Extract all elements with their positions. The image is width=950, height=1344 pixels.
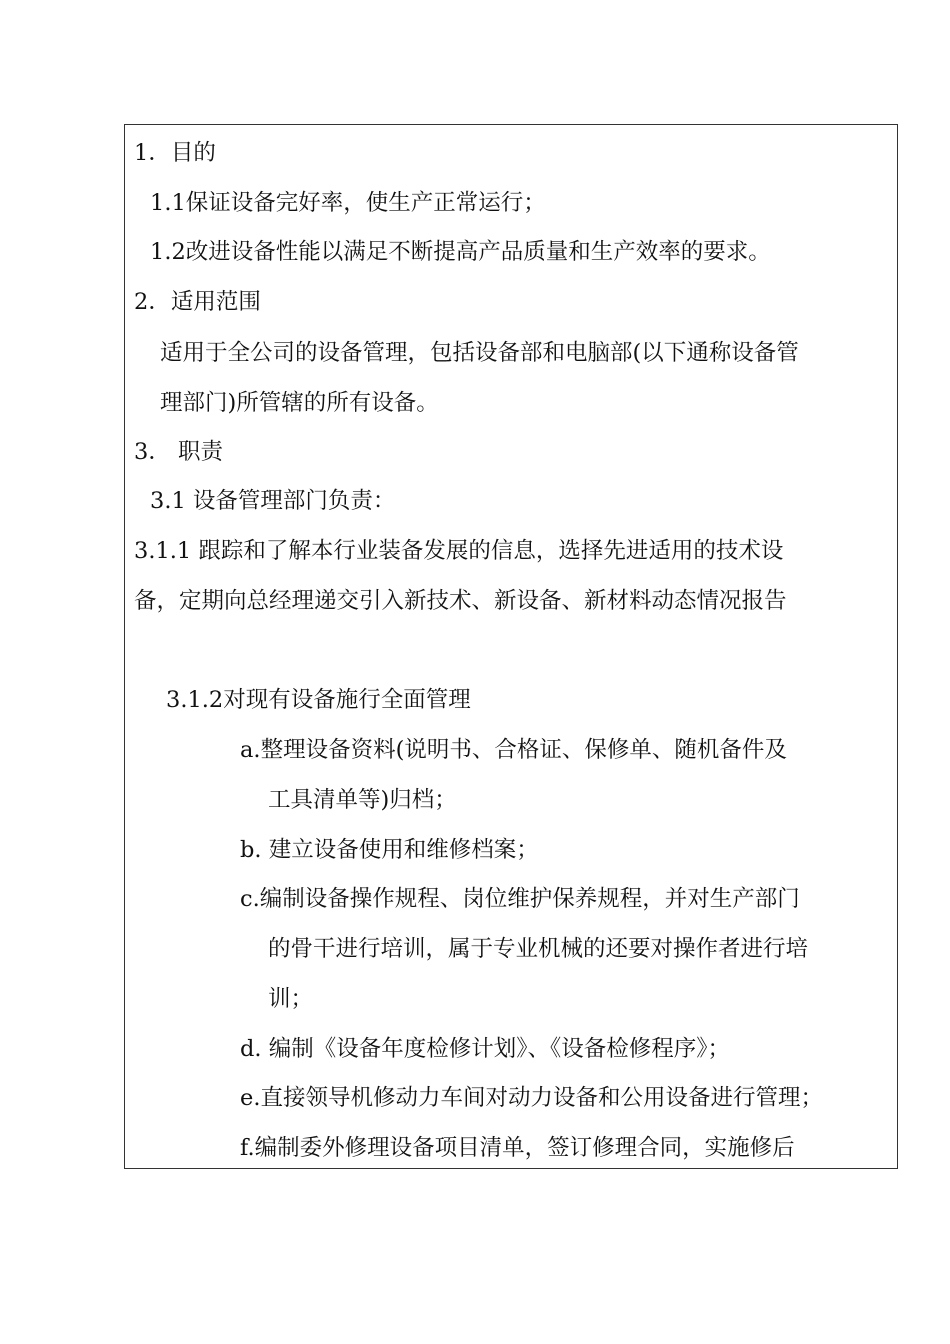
section-3-1: 3.1 设备管理部门负责：: [150, 488, 396, 514]
item-c-line-2: 的骨干进行培训，属于专业机械的还要对操作者进行培: [268, 936, 809, 962]
item-a-line-2: 工具清单等)归档；: [268, 787, 457, 813]
document-frame: [124, 124, 898, 1169]
purpose-item-1: 1.1保证设备完好率，使生产正常运行；: [150, 190, 546, 216]
item-f-line-1: f.编制委外修理设备项目清单，签订修理合同，实施修后: [240, 1135, 795, 1161]
scope-text-line-2: 理部门)所管辖的所有设备。: [160, 390, 439, 416]
item-d: d. 编制《设备年度检修计划》、《设备检修程序》；: [240, 1036, 730, 1062]
heading-purpose: 1．目的: [134, 140, 216, 166]
item-c-line-3: 训；: [268, 986, 314, 1012]
item-a-line-1: a.整理设备资料(说明书、合格证、保修单、随机备件及: [240, 737, 787, 763]
heading-scope: 2．适用范围: [134, 289, 261, 315]
section-3-1-1-line-1: 3.1.1 跟踪和了解本行业装备发展的信息，选择先进适用的技术设: [134, 538, 784, 564]
section-3-1-1-line-2: 备，定期向总经理递交引入新技术、新设备、新材料动态情况报告: [134, 588, 787, 614]
section-3-1-2: 3.1.2对现有设备施行全面管理: [166, 687, 471, 713]
scope-text-line-1: 适用于全公司的设备管理，包括设备部和电脑部(以下通称设备管: [160, 340, 799, 366]
item-c-line-1: c.编制设备操作规程、岗位维护保养规程，并对生产部门: [240, 886, 800, 912]
purpose-item-2: 1.2改进设备性能以满足不断提高产品质量和生产效率的要求。: [150, 239, 771, 265]
item-b: b. 建立设备使用和维修档案；: [240, 837, 539, 863]
heading-responsibilities: 3． 职责: [134, 439, 223, 465]
item-e: e.直接领导机修动力车间对动力设备和公用设备进行管理；: [240, 1085, 823, 1111]
